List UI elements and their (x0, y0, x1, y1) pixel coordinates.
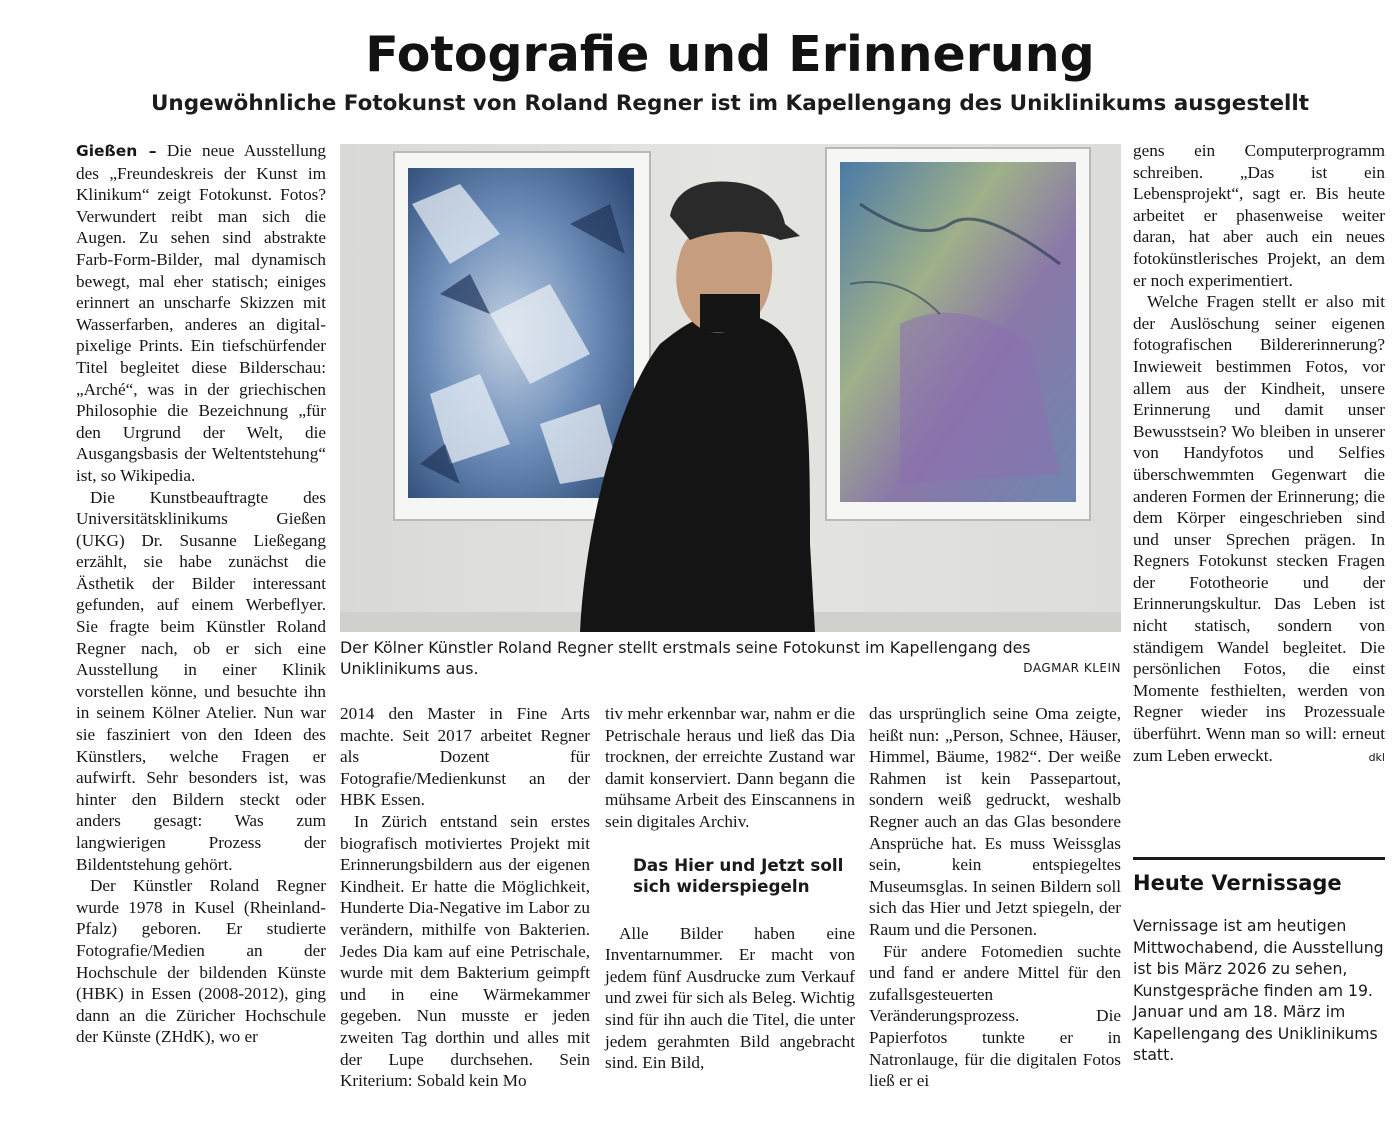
headline: Fotografie und Erinnerung (365, 26, 1095, 83)
dateline: Gießen – (76, 142, 157, 160)
paragraph: das ursprünglich seine Oma zeigte, heißt nun: „Person, Schnee, Häuser, Himmel, Bäume, 1982“. Der weiße Rahmen ist kein Passepartout, sondern weiß gedruckt, weshalb Regner auch an das Glas besondere Ansprüche hat. Es muss Weissglas sein, kein entspiegeltes Museumsglas. In seinen Bildern soll sich das Hier und Jetzt spiegeln, der Raum und die Personen. (869, 704, 1121, 939)
intermediate-heading: Das Hier und Jetzt soll sich widerspiegeln (633, 854, 844, 896)
paragraph: tiv mehr erkennbar war, nahm er die Petrischale heraus und ließ das Dia trocknen, der erreichte Zustand war damit konserviert. Dann begann die mühsame Arbeit des Einscannens in sein digitales Archiv. (605, 704, 855, 831)
paragraph: Der Künstler Roland Regner wurde 1978 in Kusel (Rheinland-Pfalz) geboren. Er studierte Fotografie/Medien an der Hochschule der bildenden Künste (HBK) in Essen (2008-2012), ging dann an die Züricher Hochschule der Künste (ZHdK), wo er (76, 876, 326, 1047)
article-column-5 (1133, 140, 1385, 769)
article-column-4 (869, 703, 1121, 1092)
infobox-text: Vernissage ist am heutigen Mittwochabend, die Ausstellung ist bis März 2026 zu sehen, Kunstgespräche finden am 19. Januar und am 18. März im Kapellengang des Uniklinikums statt. (1133, 916, 1384, 1064)
photo-caption: Der Kölner Künstler Roland Regner stellt erstmals seine Fotokunst im Kapellengang des Uniklinikums aus. (340, 638, 1031, 678)
infobox-divider (1133, 857, 1385, 860)
paragraph: Welche Fragen stellt er also mit der Auslöschung seiner eigenen fotografischen Bildererinnerung? Inwieweit bestimmen Fotos, vor allem aus der Kindheit, unsere Erinnerung und damit unser Bewusstsein? Wo bleiben in unserer von Handyfotos und Selfies überschwemmten Gegenwart die anderen Formen der Erinnerung; die dem Körper eingeschrieben sind und unser Sprechen prägen. In Regners Fotokunst stecken Fragen der Fototheorie und der Erinnerungskultur. Das Leben ist nicht statisch, sondern von ständigem Wandel begleitet. Die persönlichen Fotos, die einst Momente festhielten, werden von Regner wieder ins Prozessuale überführt. Wenn man so will: erneut zum Leben erweckt. (1133, 292, 1385, 765)
paragraph (76, 140, 326, 487)
photo-credit: DAGMAR KLEIN (1023, 661, 1121, 675)
infobox-title: Heute Vernissage (1133, 871, 1342, 895)
paragraph: Die Kunstbeauftragte des Universitätsklinikums Gießen (UKG) Dr. Susanne Ließegang erzählt, sie habe zunächst die Ästhetik der Bilder interessant gefunden, auf einem Werbeflyer. Sie fragte beim Künstler Roland Regner nach, ob er sich eine Ausstellung in einer Klinik vorstellen könne, und besuchte ihn in seinem Kölner Atelier. Nun war sie fasziniert von den Ideen des Künstlers, welche Fragen er aufwirft. Sehr besonders ist, was hinter den Bildern steckt oder anders gesagt: Was zum langwierigen Prozess der Bildentstehung gehört. (76, 487, 326, 874)
exhibition-photo (340, 144, 1121, 632)
article-column-2 (340, 703, 590, 1092)
author-signature: dkl (1368, 751, 1385, 765)
paragraph: Für andere Fotomedien suchte und fand er andere Mittel für den zufallsgesteuerten Veränderungsprozess. Die Papierfotos tunkte er in Natronlauge, für die digitalen Fotos ließ er ei (869, 941, 1121, 1091)
paragraph: Alle Bilder haben eine Inventarnummer. Er macht von jedem fünf Ausdrucke zum Verkauf und zwei für sich als Beleg. Wichtig sind für ihn auch die Titel, die unter jedem gerahmten Bild angebracht sind. Ein Bild, (605, 923, 855, 1073)
paragraph: 2014 den Master in Fine Arts machte. Seit 2017 arbeitet Regner als Dozent für Fotografie/Medienkunst an der HBK Essen. (340, 704, 590, 810)
article-column-3 (605, 703, 855, 1074)
subheadline: Ungewöhnliche Fotokunst von Roland Regner ist im Kapellengang des Uniklinikums ausgestellt (150, 91, 1310, 116)
article-column-1 (76, 140, 326, 1048)
paragraph-text: Die neue Ausstellung des „Freundeskreis der Kunst im Klinikum“ zeigt Fotokunst. Fotos? Verwundert reibt man sich die Augen. Zu sehen sind abstrakte Farb-Form-Bilder, mal dynamisch bewegt, mal eher statisch; einiges erinnert an unscharfe Skizzen mit Wasserfarben, anderes an digital-pixelige Prints. Ein tiefschürfender Titel begleitet diese Bilderschau: „Arché“, was in der griechischen Philosophie die Bezeichnung „für den Urgrund der Welt, die Ausgangsbasis der Weltentstehung“ ist, so Wikipedia. (76, 141, 327, 485)
paragraph: gens ein Computerprogramm schreiben. „Das ist ein Lebensprojekt“, sagt er. Bis heute arbeitet er phasenweise weiter daran, hat aber auch ein neues fotokünstlerisches Projekt, an dem er noch experimentiert. (1133, 141, 1385, 290)
paragraph: In Zürich entstand sein erstes biografisch motiviertes Projekt mit Erinnerungsbildern aus der eigenen Kindheit. Er hatte die Möglichkeit, Hunderte Dia-Negative im Labor zu verändern, mithilfe von Bakterien. Jedes Dia kam auf eine Petrischale, wurde mit dem Bakterium geimpft und in eine Wärmekammer gegeben. Nun musste er jeden zweiten Tag dorthin und alles mit der Lupe durchsehen. Sein Kriterium: Sobald kein Mo (340, 811, 590, 1091)
